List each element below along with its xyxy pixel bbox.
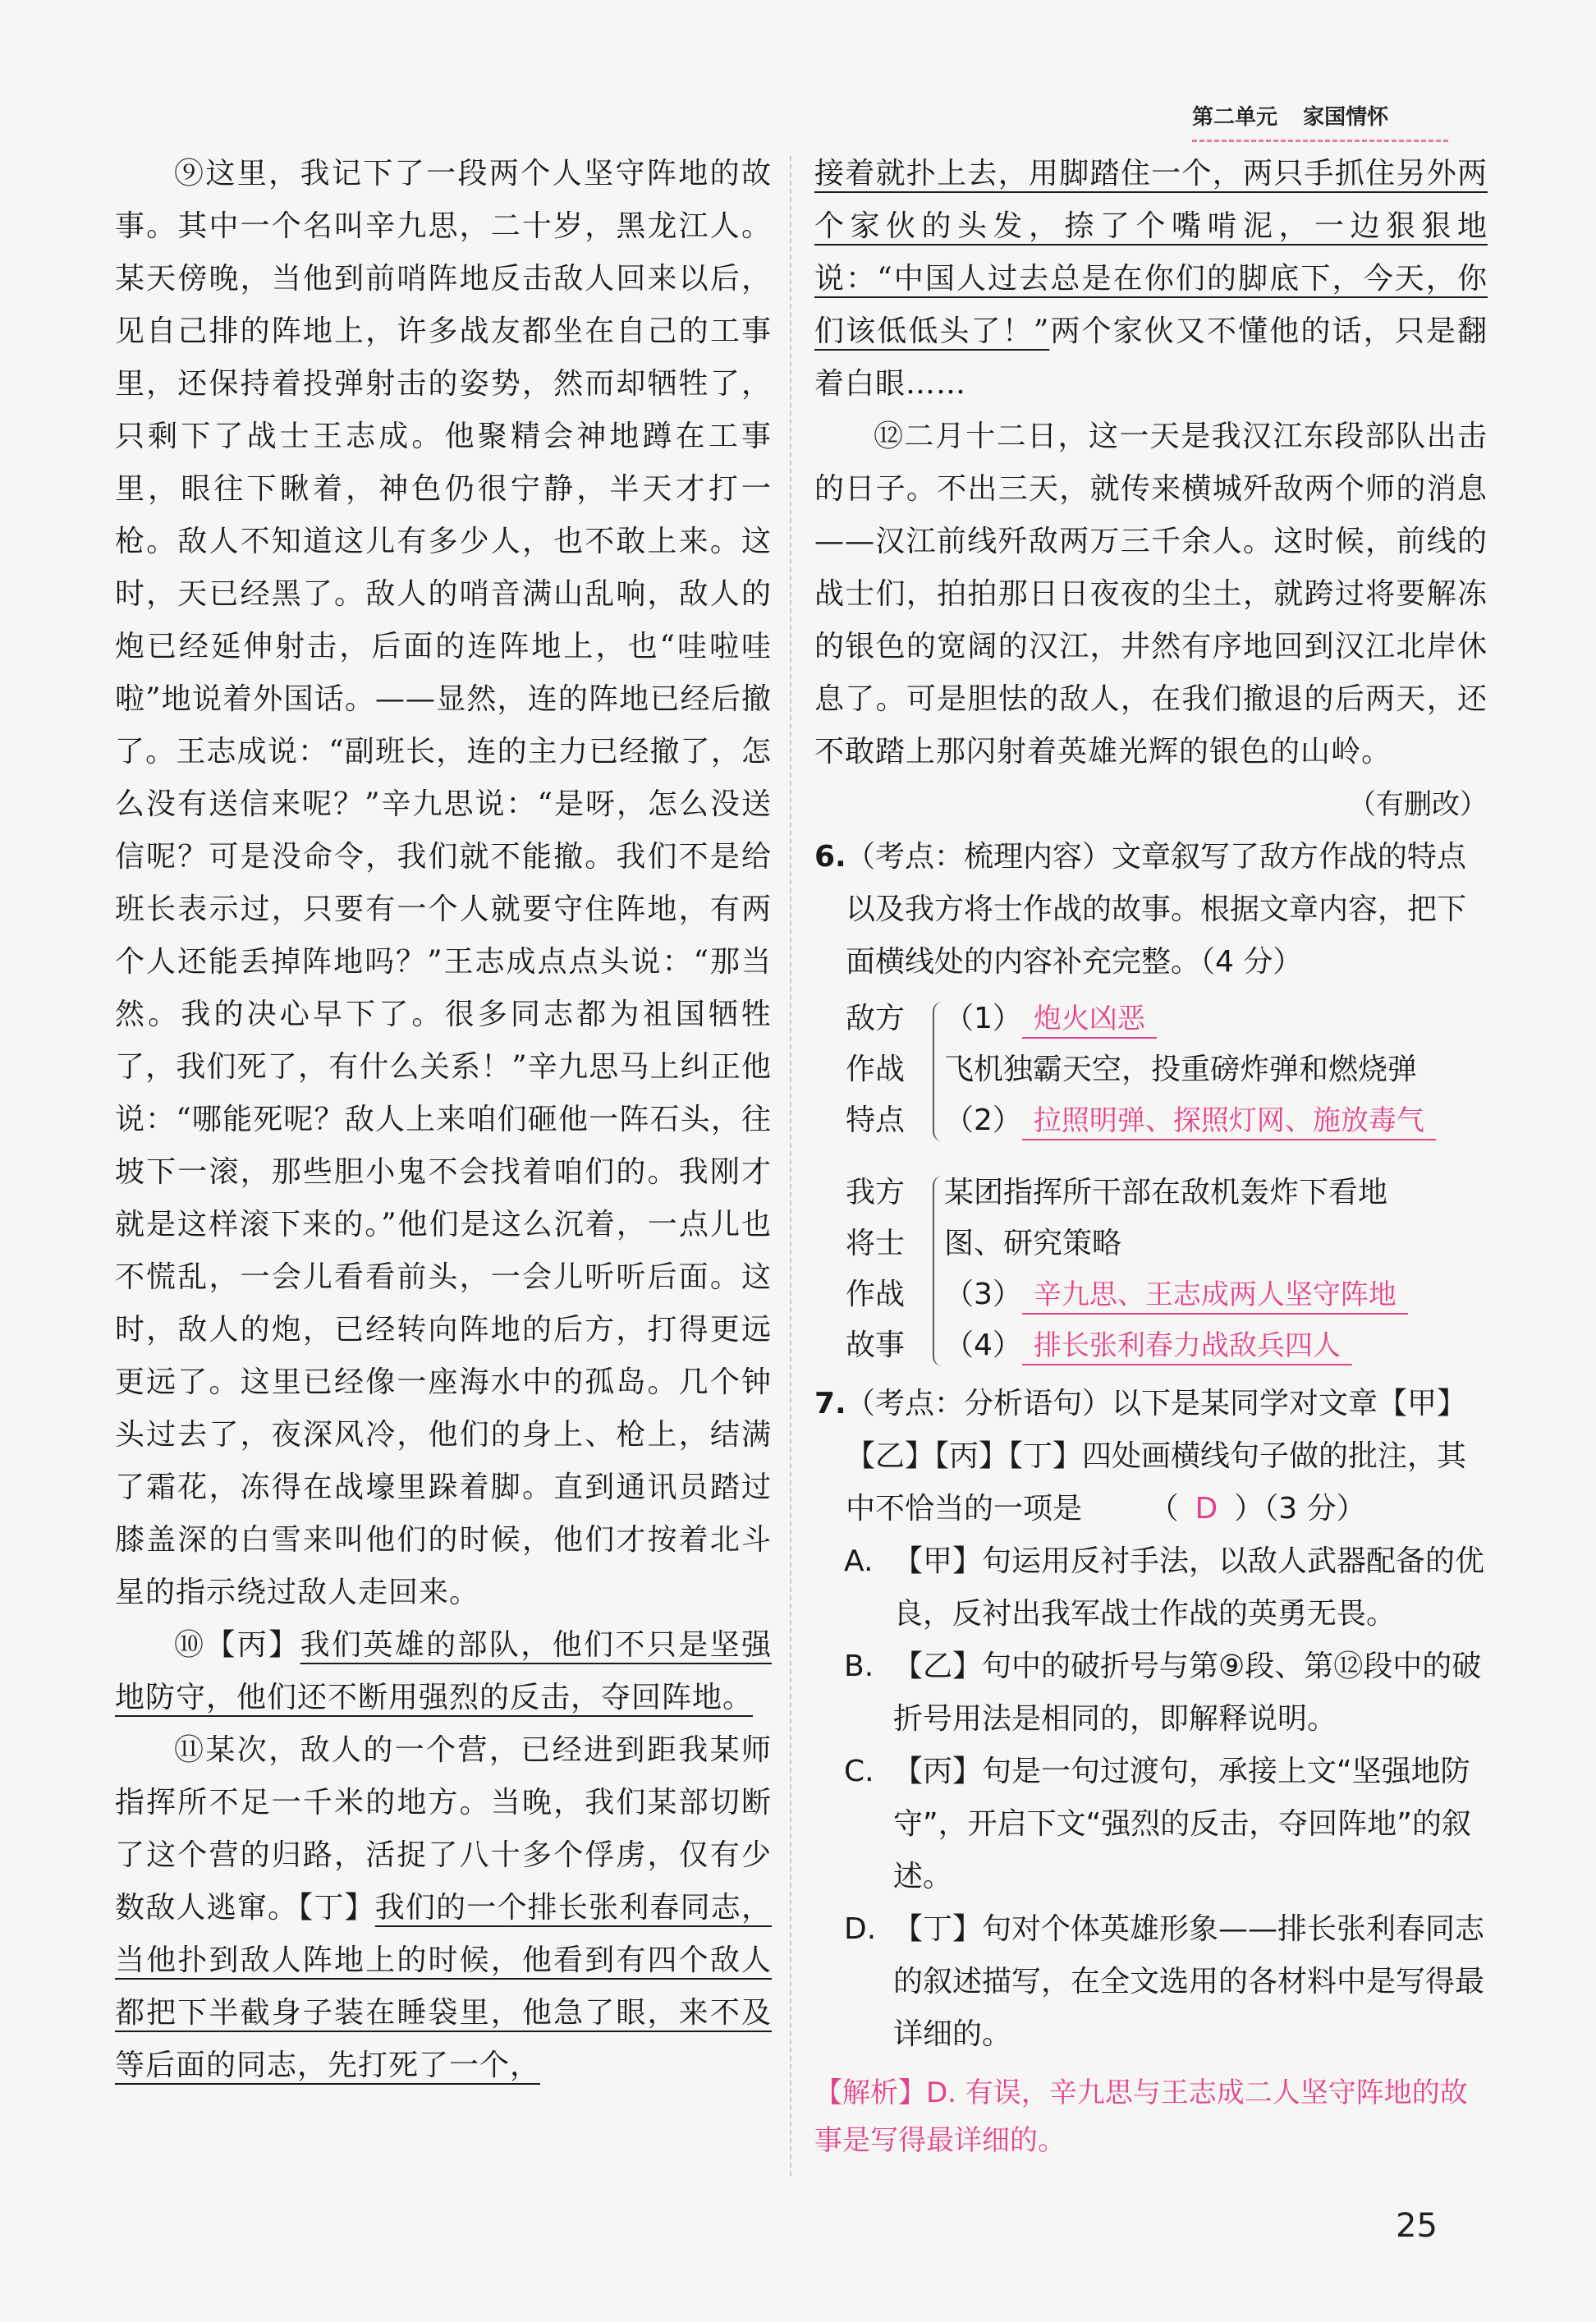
underlined-sentence-ding-cont: 接着就扑上去，用脚踏住一个，两只手抓住另外两个家伙的头发，捺了个嘴啃泥，一边狠狠地说：“中国人过去总是在你们的脚底下，今天，你们该低低头了！” bbox=[814, 157, 1488, 348]
our-row-1: 某团指挥所干部在敌机轰炸下看地 bbox=[944, 1176, 1388, 1209]
option-letter: C. bbox=[844, 1755, 874, 1788]
answer-bracket-open: （ bbox=[1149, 1492, 1179, 1526]
marker-bing: ⑩【丙】 bbox=[174, 1628, 300, 1662]
our-label-line: 作战 bbox=[846, 1278, 906, 1311]
option-text: 【丁】句对个体英雄形象——排长张利春同志的叙述描写，在全文选用的各材料中是写得最详细的。 bbox=[893, 1912, 1485, 2051]
answer-3: 辛九思、王志成两人坚守阵地 bbox=[1022, 1278, 1408, 1315]
source-note: （有删改） bbox=[1348, 788, 1488, 821]
enemy-label-line: 特点 bbox=[846, 1104, 906, 1137]
paragraph-11-continued bbox=[814, 148, 1488, 411]
our-row-2: 图、研究策略 bbox=[944, 1227, 1122, 1260]
answer-4: 排长张利春力战敌兵四人 bbox=[1022, 1329, 1352, 1365]
option-b bbox=[814, 1641, 1488, 1746]
option-c bbox=[814, 1746, 1488, 1903]
column-divider bbox=[790, 156, 791, 2176]
enemy-row-3 bbox=[944, 1095, 1436, 1146]
row-prefix: （1） bbox=[944, 1002, 1022, 1035]
underlined-sentence-ding: 我们的一个排长张利春同志，当他扑到敌人阵地上的时候，他看到有四个敌人都把下半截身子装在睡袋里，他急了眼，来不及等后面的同志，先打死了一个， bbox=[115, 1891, 772, 2082]
paragraph-11 bbox=[115, 1724, 772, 2092]
option-d bbox=[814, 1903, 1488, 2061]
our-label-line: 将士 bbox=[846, 1227, 906, 1260]
our-group-label bbox=[846, 1168, 928, 1371]
left-column bbox=[115, 148, 772, 2092]
paragraph-11-tail: 两个家伙又不懂他的话，只是翻着白眼…… bbox=[814, 314, 1488, 401]
option-letter: B. bbox=[844, 1650, 874, 1683]
enemy-label-line: 作战 bbox=[846, 1053, 906, 1086]
underlined-sentence-bing: 我们英雄的部队，他们不只是坚强地防守，他们还不断用强烈的反击，夺回阵地。 bbox=[115, 1628, 772, 1714]
question-6-text: （考点：梳理内容）文章叙写了敌方作战的特点以及我方将士作战的故事。根据文章内容，把下面横线处的内容补充完整。（4 分） bbox=[846, 840, 1467, 979]
our-row-4 bbox=[944, 1320, 1352, 1371]
question-7-answer: D bbox=[1195, 1492, 1218, 1526]
enemy-row-2: 飞机独霸天空，投重磅炸弹和燃烧弹 bbox=[944, 1053, 1418, 1086]
paragraph-12: ⑫二月十二日，这一天是我汉江东段部队出击的日子。不出三天，就传来横城歼敌两个师的消息——汉江前线歼敌两万三千余人。这时候，前线的战士们，拍拍那日日夜夜的尘土，就跨过将要解冻的银色的宽阔的汉江，井然有序地回到汉江北岸休息了。可是胆怯的敌人，在我们撤退的后两天，还不敢踏上那闪射着英雄光辉的银色的山岭。 bbox=[814, 420, 1488, 769]
option-a bbox=[814, 1535, 1488, 1641]
question-7 bbox=[814, 1378, 1488, 1535]
answer-1: 炮火凶恶 bbox=[1022, 1003, 1157, 1039]
option-text: 【甲】句运用反衬手法，以敌人武器配备的优良，反衬出我军战士作战的英勇无畏。 bbox=[893, 1544, 1485, 1631]
unit-header bbox=[1192, 100, 1448, 142]
enemy-brace bbox=[933, 1002, 942, 1141]
question-6-table bbox=[846, 994, 1488, 1378]
paragraph-9: ⑨这里，我记下了一段两个人坚守阵地的故事。其中一个名叫辛九思，二十岁，黑龙江人。某天傍晚，当他到前哨阵地反击敌人回来以后，见自己排的阵地上，许多战友都坐在自己的工事里，还保持着投弹射击的姿势，然而却牺牲了，只剩下了战士王志成。他聚精会神地蹲在工事里，眼往下瞅着，神色仍很宁静，半天才打一枪。敌人不知道这儿有多少人，也不敢上来。这时，天已经黑了。敌人的哨音满山乱响，敌人的炮已经延伸射击，后面的连阵地上，也“哇啦哇啦”地说着外国话。——显然，连的阵地已经后撤了。王志成说：“副班长，连的主力已经撤了，怎么没有送信来呢？”辛九思说：“是呀，怎么没送信呢？可是没命令，我们就不能撤。我们不是给班长表示过，只要有一个人就要守住阵地，有两个人还能丢掉阵地吗？”王志成点点头说：“那当然。我的决心早下了。很多同志都为祖国牺牲了，我们死了，有什么关系！”辛九思马上纠正他说：“哪能死呢？敌人上来咱们砸他一阵石头，往坡下一滚，那些胆小鬼不会找着咱们的。我刚才就是这样滚下来的。”他们是这么沉着，一点儿也不慌乱，一会儿看看前头，一会儿听听后面。这时，敌人的炮，已经转向阵地的后方，打得更远更远了。这里已经像一座海水中的孤岛。几个钟头过去了，夜深风冷，他们的身上、枪上，结满了霜花，冻得在战壕里跺着脚。直到通讯员踏过膝盖深的白雪来叫他们的时候，他们才按着北斗星的指示绕过敌人走回来。 bbox=[115, 157, 772, 1609]
right-column bbox=[814, 148, 1488, 2164]
page-number: 25 bbox=[1396, 2207, 1438, 2245]
paragraph-10 bbox=[115, 1619, 772, 1724]
row-prefix: （3） bbox=[944, 1278, 1022, 1311]
question-6-number: 6. bbox=[814, 840, 846, 874]
unit-label: 第二单元 bbox=[1192, 105, 1278, 130]
question-6 bbox=[814, 831, 1488, 989]
question-7-text: （考点：分析语句）以下是某同学对文章【甲】【乙】【丙】【丁】四处画横线句子做的批注，其中不恰当的一项是 bbox=[846, 1387, 1467, 1526]
our-row-3 bbox=[944, 1269, 1408, 1320]
enemy-label-line: 敌方 bbox=[846, 1002, 906, 1035]
our-brace bbox=[933, 1176, 942, 1366]
answer-2: 拉照明弹、探照灯网、施放毒气 bbox=[1022, 1104, 1436, 1140]
unit-theme: 家国情怀 bbox=[1303, 105, 1389, 130]
enemy-group-label bbox=[846, 994, 928, 1146]
option-text: 【乙】句中的破折号与第⑨段、第⑫段中的破折号用法是相同的，即解释说明。 bbox=[893, 1650, 1482, 1736]
answer-bracket-close: ）（3 分） bbox=[1234, 1492, 1366, 1526]
answer-analysis: 【解析】D. 有误，辛九思与王志成二人坚守阵地的故事是写得最详细的。 bbox=[814, 2076, 1468, 2157]
row-prefix: （4） bbox=[944, 1328, 1022, 1362]
our-label-line: 故事 bbox=[846, 1328, 906, 1362]
row-prefix: （2） bbox=[944, 1104, 1022, 1137]
option-letter: A. bbox=[844, 1544, 874, 1578]
question-7-number: 7. bbox=[814, 1387, 846, 1420]
option-letter: D. bbox=[844, 1912, 877, 1946]
paragraph-11-text: ⑪某次，敌人的一个营，已经进到距我某师指挥所不足一千米的地方。当晚，我们某部切断了这个营的归路，活捉了八十多个俘虏，仅有少数敌人逃窜。【丁】 bbox=[115, 1733, 772, 1925]
option-text: 【丙】句是一句过渡句，承接上文“坚强地防守”，开启下文“强烈的反击，夺回阵地”的叙述。 bbox=[893, 1755, 1471, 1893]
enemy-row-1 bbox=[944, 994, 1157, 1044]
our-label-line: 我方 bbox=[846, 1176, 906, 1209]
